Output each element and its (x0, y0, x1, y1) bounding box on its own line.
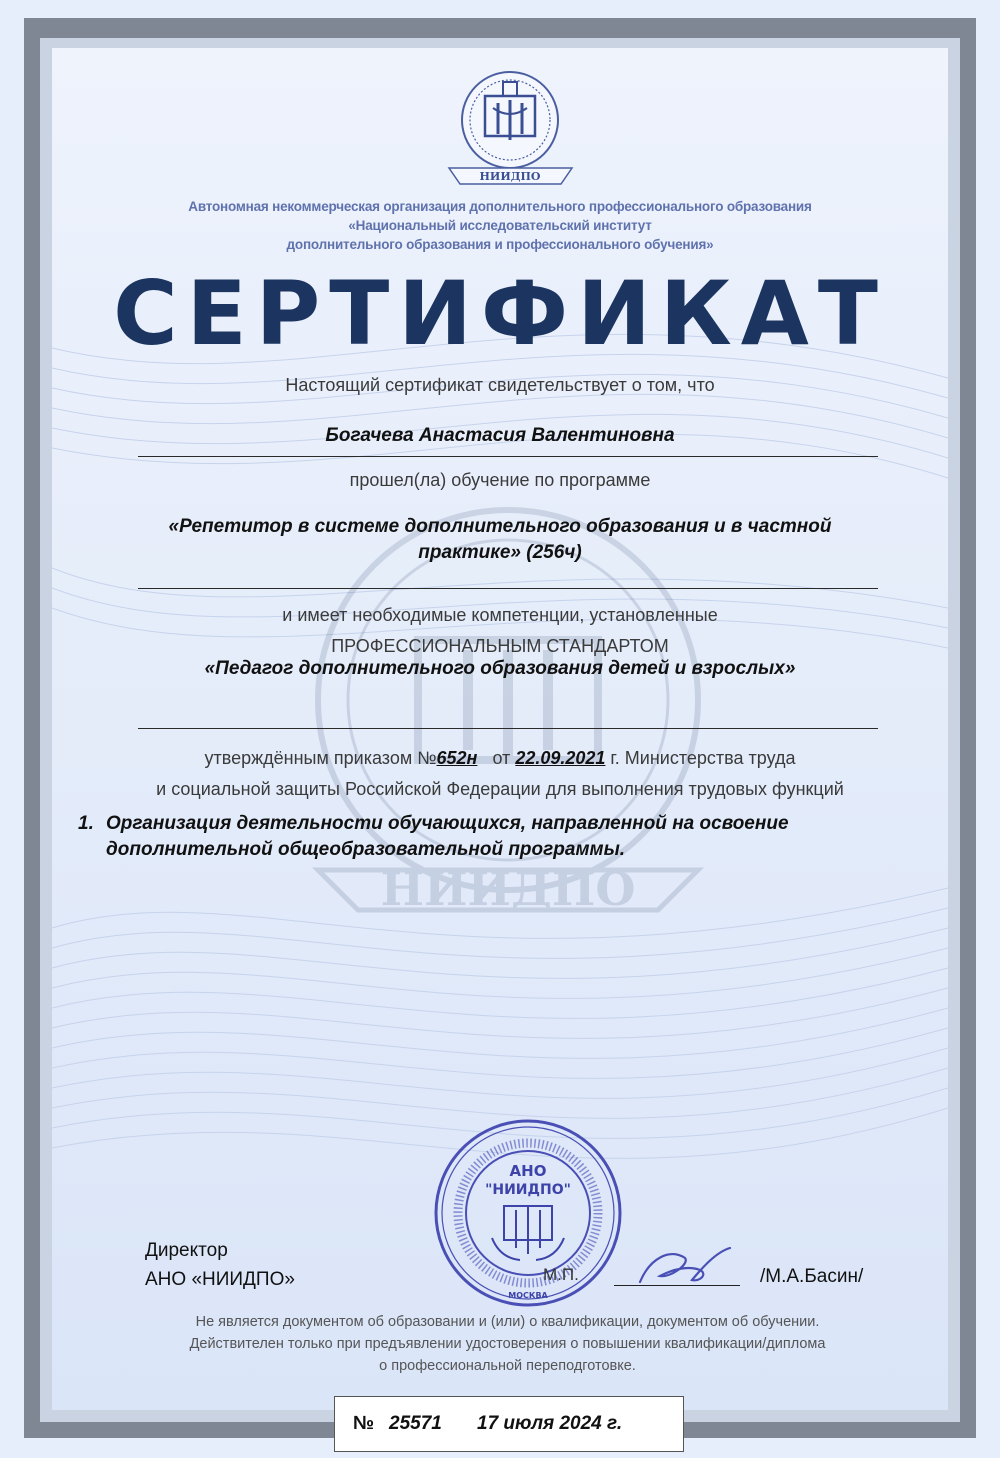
intro-text: Настоящий сертификат свидетельствует о том, что (285, 375, 715, 395)
number-sign: № (353, 1413, 375, 1434)
function-line-2: дополнительной общеобразовательной программы. (106, 839, 626, 860)
watermark-text: НИИДПО (380, 862, 636, 916)
program-line-2: практике» (256ч) (418, 542, 582, 563)
recipient-underline (138, 456, 878, 457)
disclaimer-line-1: Не является документом об образовании и (или) о квалификации, документом об обучении. (195, 1314, 820, 1330)
logo-text: НИИДПО (479, 170, 541, 183)
certificate-number-box (334, 1396, 684, 1452)
standard-label: ПРОФЕССИОНАЛЬНЫМ СТАНДАРТОМ (331, 636, 669, 656)
function-line-1: Организация деятельности обучающихся, направленной на освоение (106, 813, 789, 834)
standard-name: «Педагог дополнительного образования детей и взрослых» (204, 658, 796, 679)
program-line-1: «Репетитор в системе дополнительного образования и в частной (168, 516, 832, 537)
order-date: 22.09.2021 (515, 748, 606, 768)
organization-line-1: Автономная некоммерческая организация дополнительного профессионального образования (188, 199, 812, 214)
certificate-number: 25571 (389, 1413, 442, 1434)
disclaimer-line-3: о профессиональной переподготовке. (379, 1358, 636, 1374)
order-date-prefix: от (492, 748, 511, 768)
watermark-emblem (258, 500, 758, 950)
seal-city: МОСКВА (508, 1291, 548, 1300)
director-signature (630, 1238, 740, 1298)
competence-text: и имеет необходимые компетенции, установленные (282, 605, 718, 625)
function-item (78, 811, 878, 863)
director-org: АНО «НИИДПО» (145, 1269, 295, 1290)
disclaimer-line-2: Действителен только при предъявлении удостоверения о повышении квалификации/диплома (189, 1336, 826, 1352)
order-line-1 (0, 748, 1000, 769)
director-title: Директор (145, 1240, 228, 1261)
seal-line-1: АНО (509, 1162, 547, 1180)
certificate-date: 17 июля 2024 г. (477, 1413, 623, 1434)
standard-underline (138, 728, 878, 729)
certificate-title: СЕРТИФИКАТ (113, 262, 887, 365)
order-suffix: г. Министерства труда (610, 748, 796, 768)
director-name: /М.А.Басин/ (760, 1266, 864, 1287)
stamp-place-label: М.П. (543, 1265, 579, 1284)
order-line-2: и социальной защиты Российской Федерации для выполнения трудовых функций (156, 779, 844, 799)
function-number: 1. (78, 813, 94, 834)
organization-seal (430, 1118, 626, 1308)
niidpo-logo (443, 68, 578, 188)
seal-line-2: "НИИДПО" (485, 1182, 571, 1198)
completed-text: прошел(ла) обучение по программе (349, 470, 651, 490)
program-underline (138, 588, 878, 589)
order-prefix: утверждённым приказом № (204, 748, 437, 768)
order-number: 652н (436, 748, 478, 768)
disclaimer (100, 1311, 915, 1377)
director-block (145, 1236, 295, 1294)
organization-line-3: дополнительного образования и профессионального обучения» (286, 237, 714, 252)
recipient-name: Богачева Анастасия Валентиновна (325, 425, 675, 446)
organization-line-2: «Национальный исследовательский институт (348, 218, 652, 233)
